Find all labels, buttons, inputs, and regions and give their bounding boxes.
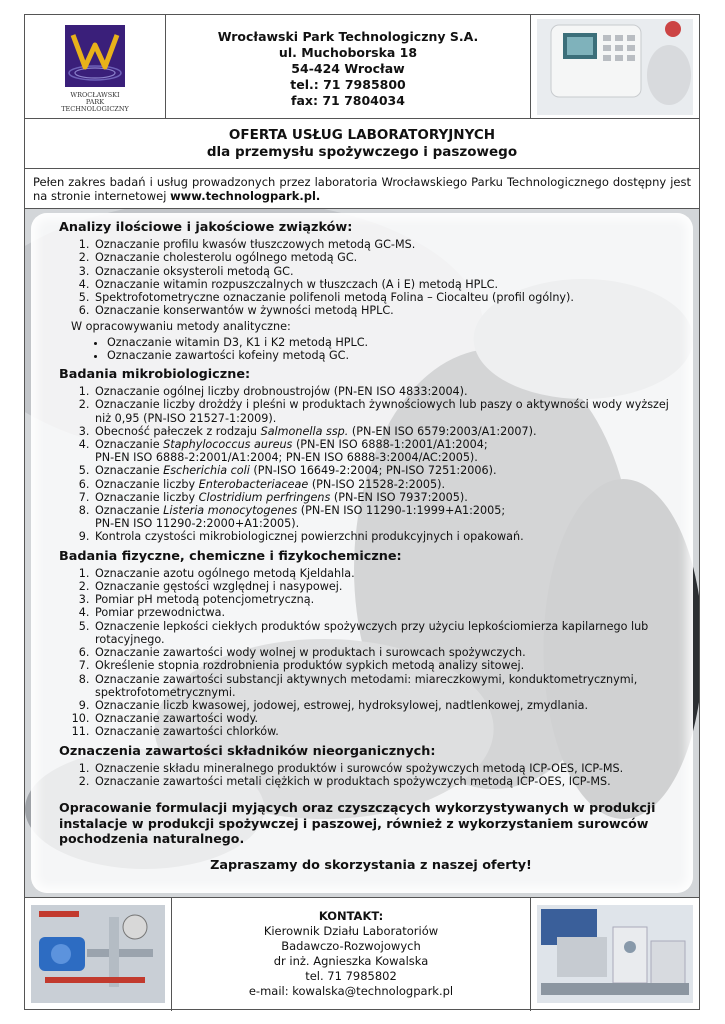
industrial-photo	[25, 897, 172, 1011]
item-text: (PN-EN ISO 6579:2003/A1:2007).	[348, 424, 537, 438]
offer-title: OFERTA USŁUG LABORATORYJNYCH	[228, 127, 496, 143]
header-row	[25, 15, 699, 119]
list-item: 11. Oznaczanie zawartości chlorków.	[93, 725, 683, 738]
list-item: 2. Oznaczanie cholesterolu ogólnego metodą GC.	[93, 251, 683, 264]
footer-row	[25, 897, 699, 1011]
contact-block	[172, 909, 530, 999]
list-item: 5. Spektrofotometryczne oznaczanie polifenoli metodą Folina – Ciocalteu (profil ogólny).	[93, 291, 683, 304]
intro-text: Pełen zakres badań i usług prowadzonych przez laboratoria Wrocławskiego Parku Technologicznego dostępny jest na stronie internetowej	[33, 175, 691, 203]
section-heading-nieorganiczne: Oznaczenia zawartości składników nieorganicznych:	[59, 743, 436, 759]
item-text: Oznaczanie	[95, 438, 164, 452]
intro-end: .	[315, 189, 321, 203]
lab-device-photo	[530, 15, 699, 119]
item-text: (PN-EN ISO 6888-1:2001/A1:2004;	[292, 438, 488, 452]
logo-line-2: PARK	[85, 98, 105, 106]
section-heading-fizykochemia: Badania fizyczne, chemiczne i fizykochemiczne:	[59, 548, 402, 564]
list-item: 7. Określenie stopnia rozdrobnienia produktów sypkich metodą analizy sitowej.	[93, 659, 683, 672]
list-item	[93, 464, 683, 477]
content-body	[59, 215, 683, 872]
company-name: Wrocławski Park Technologiczny S.A.	[217, 29, 479, 44]
contact-role-2: Badawczo-Rozwojowych	[281, 939, 421, 953]
logo-line-1: WROCŁAWSKI	[70, 91, 120, 99]
organism-name: Staphylococcus aureus	[163, 438, 293, 452]
list-item	[93, 425, 683, 438]
section-heading-analizy: Analizy ilościowe i jakościowe związków:	[59, 220, 353, 235]
list-item	[93, 504, 683, 530]
item-text: Oznaczanie	[95, 504, 164, 518]
list-item	[93, 491, 683, 504]
list-in-development	[59, 336, 683, 362]
organism-name: Escherichia coli	[163, 464, 250, 478]
list-item: 4. Oznaczanie witamin rozpuszczalnych w tłuszczach (A i E) metodą HPLC.	[93, 278, 683, 291]
contact-person: dr inż. Agnieszka Kowalska	[273, 954, 429, 968]
list-nieorganiczne	[59, 762, 683, 788]
item-text: (PN-EN ISO 7937:2005).	[330, 490, 468, 504]
list-mikrobiologia	[59, 385, 683, 543]
list-item: 3. Oznaczanie oksysteroli metodą GC.	[93, 265, 683, 278]
organism-name: Clostridium perfringens	[198, 490, 331, 504]
company-tel: tel.: 71 7985800	[290, 77, 406, 92]
list-item: 9. Kontrola czystości mikrobiologicznej powierzchni produkcyjnych i opakowań.	[93, 530, 683, 543]
list-item	[93, 438, 683, 464]
list-item	[93, 478, 683, 491]
item-text: (PN-EN ISO 11290-1:1999+A1:2005;	[297, 504, 506, 518]
list-item: 2. Oznaczanie gęstości względnej i nasypowej.	[93, 580, 683, 593]
list-item: 1. Oznaczenie składu mineralnego produktów i surowców spożywczych metodą ICP-OES, ICP-MS.	[93, 762, 683, 775]
item-text: PN-EN ISO 6888-2:2001/A1:2004; PN-EN ISO 6888-3:2004/AC:2005).	[95, 451, 478, 465]
intro-row	[25, 169, 699, 209]
logo-cell	[25, 15, 166, 119]
logo-line-3: TECHNOLOGICZNY	[61, 105, 129, 113]
in-development-label: W opracowywaniu metody analityczne:	[71, 320, 291, 334]
offer-page	[24, 14, 700, 1010]
title-row	[25, 119, 699, 169]
contact-heading: KONTAKT:	[318, 909, 384, 923]
item-text: Oznaczanie liczby	[95, 477, 199, 491]
section-heading-mikrobiologia: Badania mikrobiologiczne:	[59, 367, 251, 383]
list-item: 9. Oznaczanie liczb kwasowej, jodowej, estrowej, hydroksylowej, nadtlenkowej, zmydlania.	[93, 699, 683, 712]
list-item: 2. Oznaczanie zawartości metali ciężkich w produktach spożywczych metodą ICP-OES, ICP-MS.	[93, 775, 683, 788]
list-item: 4. Pomiar przewodnictwa.	[93, 606, 683, 619]
list-item: 1. Oznaczanie azotu ogólnego metodą Kjeldahla.	[93, 567, 683, 580]
list-item: 1. Oznaczanie ogólnej liczby drobnoustrojów (PN-EN ISO 4833:2004).	[93, 385, 683, 398]
list-item: 3. Pomiar pH metodą potencjometryczną.	[93, 593, 683, 606]
item-text: PN-EN ISO 11290-2:2000+A1:2005).	[95, 517, 300, 531]
list-item: 1. Oznaczanie profilu kwasów tłuszczowych metodą GC-MS.	[93, 238, 683, 251]
industrial-equipment-image	[25, 897, 171, 1011]
item-text: (PN-ISO 21528-2:2005).	[308, 477, 446, 491]
lab-device-image	[531, 15, 699, 119]
item-text: Oznaczanie liczby	[95, 490, 199, 504]
list-item: 6. Oznaczanie zawartości wody wolnej w produktach i surowcach spożywczych.	[93, 646, 683, 659]
company-city: 54-424 Wrocław	[291, 61, 405, 76]
list-item: • Oznaczanie zawartości kofeiny metodą GC.	[107, 349, 683, 362]
contact-phone: tel. 71 7985802	[305, 969, 397, 983]
list-item: 5. Oznaczenie lepkości ciekłych produktów spożywczych przy użyciu lepkościomierza kapilarnego lub rotacyjnego.	[93, 620, 683, 646]
item-text: Obecność pałeczek z rodzaju	[95, 424, 261, 438]
list-analizy	[59, 238, 683, 317]
list-item: • Oznaczanie witamin D3, K1 i K2 metodą HPLC.	[107, 336, 683, 349]
list-fizykochemia	[59, 567, 683, 739]
list-item: 6. Oznaczanie konserwantów w żywności metodą HPLC.	[93, 304, 683, 317]
contact-role-1: Kierownik Działu Laboratoriów	[263, 924, 439, 938]
item-text: Oznaczanie	[95, 464, 164, 478]
lab-photo	[530, 897, 699, 1011]
offer-content	[25, 209, 699, 898]
offer-subtitle: dla przemysłu spożywczego i paszowego	[206, 144, 518, 160]
list-item: 8. Oznaczanie zawartości substancji aktywnych metodami: miareczkowymi, konduktometrycznymi, spektrofotometrycznymi.	[93, 673, 683, 699]
list-item: 2. Oznaczanie liczby drożdży i pleśni w produktach żywnościowych lub paszy o aktywności wody wyższej niż 0,95 (PN-ISO 21527-1:2009).	[93, 398, 683, 424]
company-address	[166, 29, 530, 109]
laboratory-equipment-image	[531, 897, 699, 1011]
company-street: ul. Muchoborska 18	[278, 45, 418, 60]
website-link[interactable]: www.technologpark.pl	[170, 189, 316, 203]
item-text: (PN-ISO 16649-2:2004; PN-ISO 7251:2006).	[249, 464, 497, 478]
invitation-text: Zapraszamy do skorzystania z naszej oferty!	[210, 857, 532, 873]
formulation-paragraph: Opracowanie formulacji myjących oraz czyszczących wykorzystywanych w produkcji instalacje w produkcji spożywczej i paszowej, również z wykorzystaniem surowców pochodzenia naturalnego.	[59, 800, 656, 847]
list-item: 10. Oznaczanie zawartości wody.	[93, 712, 683, 725]
company-fax: fax: 71 7804034	[291, 93, 405, 108]
organism-name: Salmonella ssp.	[260, 424, 349, 438]
organism-name: Enterobacteriaceae	[198, 477, 309, 491]
organism-name: Listeria monocytogenes	[163, 504, 298, 518]
wpt-logo	[25, 15, 165, 119]
contact-email[interactable]: e-mail: kowalska@technologpark.pl	[248, 984, 454, 998]
